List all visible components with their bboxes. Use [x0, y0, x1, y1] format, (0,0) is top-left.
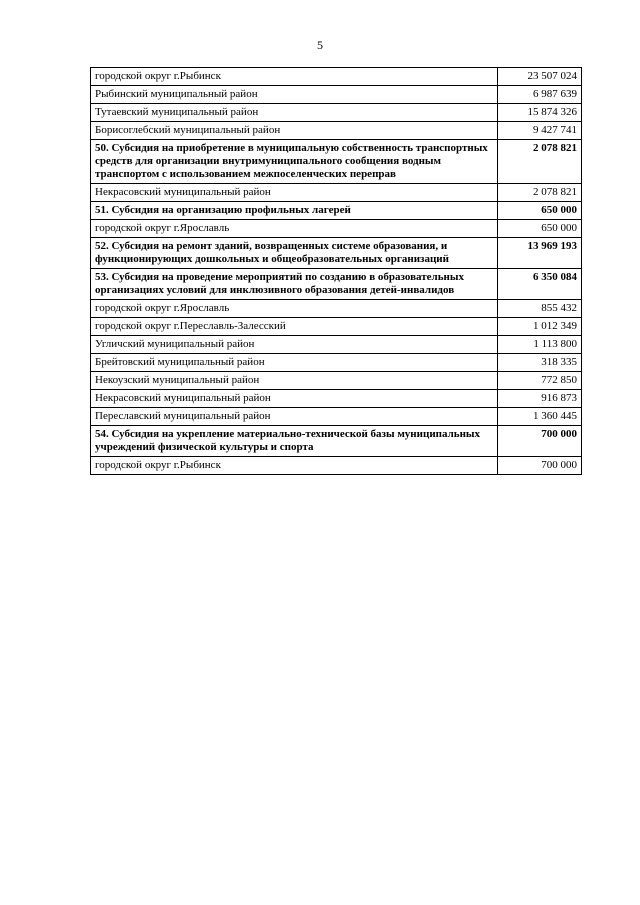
- table-row: [91, 184, 582, 202]
- amount-value: 650 000: [498, 220, 582, 238]
- recipient-name: Угличский муниципальный район: [91, 336, 498, 354]
- table-row: [91, 408, 582, 426]
- amount-value: 6 987 639: [498, 86, 582, 104]
- subsidy-table-body: [91, 68, 582, 475]
- recipient-name: городской округ г.Ярославль: [91, 300, 498, 318]
- table-row: [91, 104, 582, 122]
- amount-value: 700 000: [498, 457, 582, 475]
- table-row: [91, 318, 582, 336]
- table-row: [91, 457, 582, 475]
- amount-value: 855 432: [498, 300, 582, 318]
- amount-value: 1 113 800: [498, 336, 582, 354]
- subsidy-total: 2 078 821: [498, 140, 582, 184]
- recipient-name: Тутаевский муниципальный район: [91, 104, 498, 122]
- table-row: [91, 86, 582, 104]
- recipient-name: городской округ г.Переславль-Залесский: [91, 318, 498, 336]
- amount-value: 916 873: [498, 390, 582, 408]
- amount-value: 1 360 445: [498, 408, 582, 426]
- recipient-name: городской округ г.Рыбинск: [91, 68, 498, 86]
- subsidy-table: [90, 67, 582, 475]
- recipient-name: Переславский муниципальный район: [91, 408, 498, 426]
- table-row: [91, 390, 582, 408]
- amount-value: 9 427 741: [498, 122, 582, 140]
- section-heading-row: [91, 202, 582, 220]
- table-row: [91, 68, 582, 86]
- table-row: [91, 354, 582, 372]
- subsidy-total: 13 969 193: [498, 238, 582, 269]
- amount-value: 1 012 349: [498, 318, 582, 336]
- section-heading-row: [91, 426, 582, 457]
- amount-value: 318 335: [498, 354, 582, 372]
- recipient-name: Брейтовский муниципальный район: [91, 354, 498, 372]
- subsidy-total: 650 000: [498, 202, 582, 220]
- amount-value: 2 078 821: [498, 184, 582, 202]
- recipient-name: городской округ г.Рыбинск: [91, 457, 498, 475]
- table-row: [91, 122, 582, 140]
- recipient-name: Борисоглебский муниципальный район: [91, 122, 498, 140]
- subsidy-title: 50. Субсидия на приобретение в муниципальную собственность транспортных средств для организации внутримуниципального сообщения водным транспортом с использованием межпоселенческих переправ: [91, 140, 498, 184]
- recipient-name: городской округ г.Ярославль: [91, 220, 498, 238]
- table-row: [91, 336, 582, 354]
- subsidy-total: 6 350 084: [498, 269, 582, 300]
- table-row: [91, 220, 582, 238]
- recipient-name: Рыбинский муниципальный район: [91, 86, 498, 104]
- section-heading-row: [91, 238, 582, 269]
- recipient-name: Некоузский муниципальный район: [91, 372, 498, 390]
- amount-value: 15 874 326: [498, 104, 582, 122]
- recipient-name: Некрасовский муниципальный район: [91, 390, 498, 408]
- table-row: [91, 372, 582, 390]
- page-number: 5: [317, 38, 323, 52]
- subsidy-title: 54. Субсидия на укрепление материально-технической базы муниципальных учреждений физической культуры и спорта: [91, 426, 498, 457]
- recipient-name: Некрасовский муниципальный район: [91, 184, 498, 202]
- amount-value: 23 507 024: [498, 68, 582, 86]
- amount-value: 772 850: [498, 372, 582, 390]
- subsidy-title: 52. Субсидия на ремонт зданий, возвращенных системе образования, и функционирующих дошкольных и общеобразовательных организаций: [91, 238, 498, 269]
- section-heading-row: [91, 269, 582, 300]
- section-heading-row: [91, 140, 582, 184]
- subsidy-title: 53. Субсидия на проведение мероприятий по созданию в образовательных организациях условий для инклюзивного образования детей-инвалидов: [91, 269, 498, 300]
- table-row: [91, 300, 582, 318]
- subsidy-title: 51. Субсидия на организацию профильных лагерей: [91, 202, 498, 220]
- subsidy-total: 700 000: [498, 426, 582, 457]
